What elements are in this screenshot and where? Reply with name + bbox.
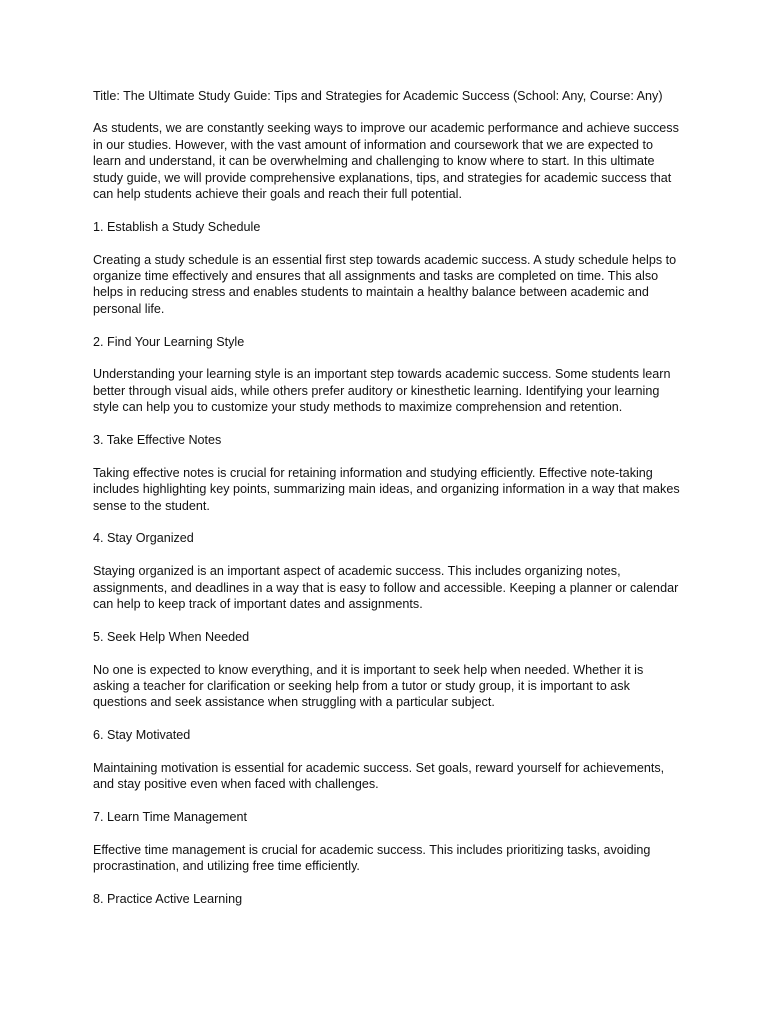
section-heading-8: 8. Practice Active Learning xyxy=(93,892,243,907)
section-heading-5: 5. Seek Help When Needed xyxy=(93,629,250,644)
section-body-1: Creating a study schedule is an essential first step towards academic success. A study schedule helps to organize time effectively and ensures that all assignments and tasks are completed on time. This also helps in reducing stress and enables students to maintain a healthy balance between academic and personal life. xyxy=(93,252,677,316)
section-body-5: No one is expected to know everything, and it is important to seek help when needed. Whether it is asking a teacher for clarification or seeking help from a tutor or study group, it is important to ask questions and seek assistance when struggling with a particular subject. xyxy=(93,662,644,710)
section-heading-3: 3. Take Effective Notes xyxy=(93,433,222,448)
document-page xyxy=(93,88,683,924)
section-body-4: Staying organized is an important aspect of academic success. This includes organizing notes, assignments, and deadlines in a way that is easy to follow and accessible. Keeping a planner or calendar can help to keep track of important dates and assignments. xyxy=(93,564,679,612)
section-heading-2: 2. Find Your Learning Style xyxy=(93,334,245,349)
section-heading-7: 7. Learn Time Management xyxy=(93,810,248,825)
section-body-3: Taking effective notes is crucial for retaining information and studying efficiently. Effective note-taking includes highlighting key points, summarizing main ideas, and organizing information in a way that makes sense to the student. xyxy=(93,465,680,513)
section-body-7: Effective time management is crucial for academic success. This includes prioritizing tasks, avoiding procrastination, and utilizing free time efficiently. xyxy=(93,843,651,874)
document-title: Title: The Ultimate Study Guide: Tips and Strategies for Academic Success (School: Any, Course: Any) xyxy=(93,89,663,103)
section-body-6: Maintaining motivation is essential for academic success. Set goals, reward yourself for achievements, and stay positive even when faced with challenges. xyxy=(93,761,665,792)
section-body-2: Understanding your learning style is an important step towards academic success. Some students learn better through visual aids, while others prefer auditory or kinesthetic learning. Identifying your learning style can help you to customize your study methods to maximize comprehension and retention. xyxy=(93,367,671,415)
section-heading-6: 6. Stay Motivated xyxy=(93,728,191,743)
section-heading-4: 4. Stay Organized xyxy=(93,531,194,546)
intro-paragraph: As students, we are constantly seeking ways to improve our academic performance and achieve success in our studies. However, with the vast amount of information and coursework that we are expected to learn and understand, it can be overwhelming and challenging to know where to start. In this ultimate study guide, we will provide comprehensive explanations, tips, and strategies for academic success that can help students achieve their goals and reach their full potential. xyxy=(93,121,679,202)
section-heading-1: 1. Establish a Study Schedule xyxy=(93,219,261,234)
